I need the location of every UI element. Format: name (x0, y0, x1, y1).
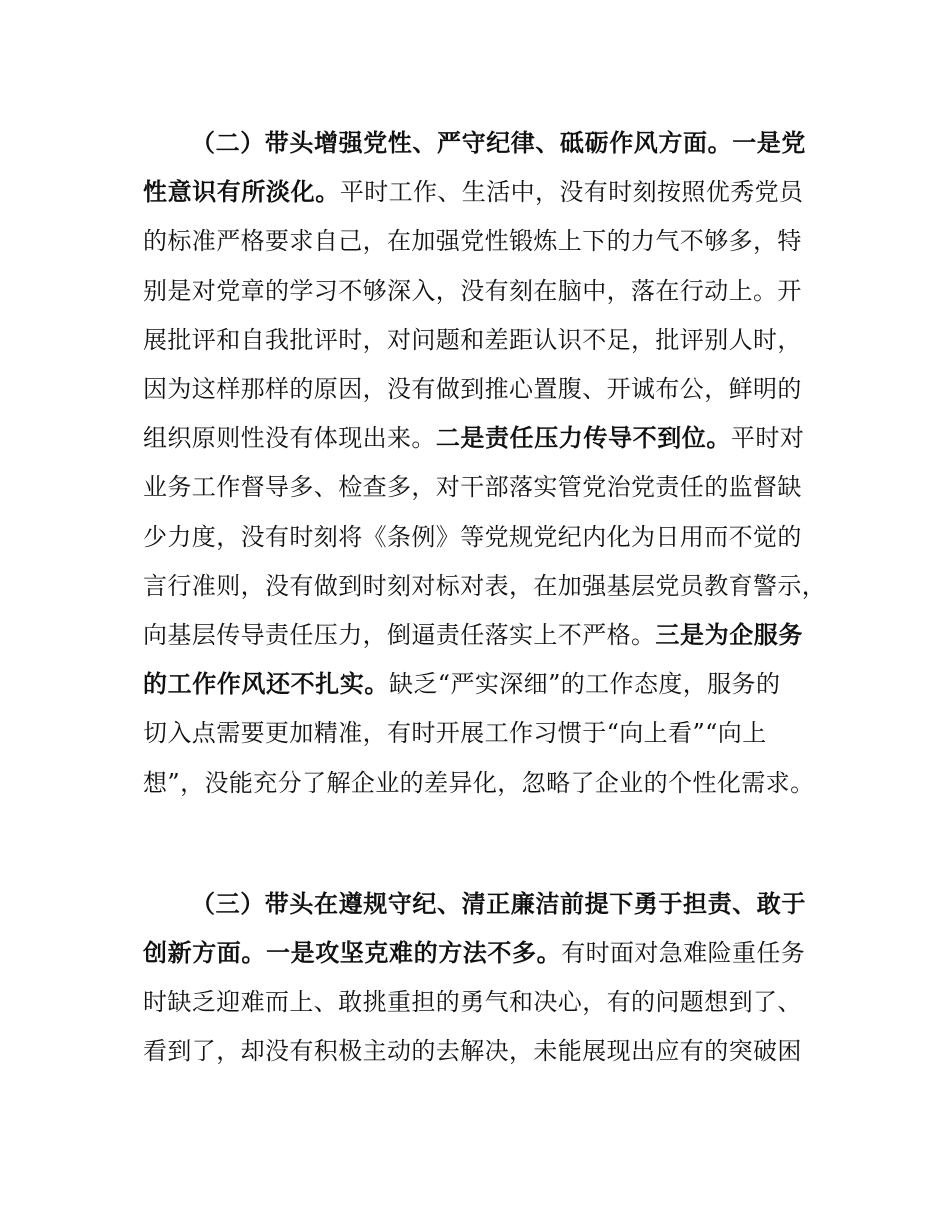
body-text: 切入点需要更加精准，有时开展工作习惯于“向上看”“向上 (143, 719, 767, 748)
text-line (143, 982, 823, 1022)
text-line (143, 467, 823, 507)
body-text: 想”，没能充分了解企业的差异化，忽略了企业的个性化需求。 (143, 768, 815, 797)
text-line (143, 320, 823, 360)
bold-heading-text: 二是责任压力传导不到位。 (435, 424, 732, 453)
text-line (143, 664, 823, 704)
bold-heading-text: 三是为企服务 (655, 621, 804, 649)
body-text: 展批评和自我批评时，对问题和差距认识不足，批评别人时， (143, 325, 802, 354)
body-text: 有时面对急难险重任务 (561, 939, 806, 967)
text-line (143, 517, 823, 557)
text-line (143, 933, 823, 973)
text-line (143, 172, 823, 212)
text-line (143, 713, 823, 753)
text-line (143, 884, 871, 924)
body-text: 平时工作、生活中，没有时刻按照优秀党员 (339, 178, 804, 207)
text-line (143, 271, 823, 311)
text-line (143, 763, 823, 803)
body-text: 别是对党章的学习不够深入，没有刻在脑中，落在行动上。开 (143, 276, 802, 305)
body-text: 言行准则，没有做到时刻对标对表，在加强基层党员教育警示， (143, 571, 827, 600)
body-text: 业务工作督导多、检查多，对干部落实管党治党责任的监督缺 (143, 473, 802, 502)
body-text: 向基层传导责任压力，倒逼责任落实上不严格。 (143, 621, 656, 649)
text-line (143, 615, 823, 655)
body-text: 缺乏“严实深细”的工作态度，服务的 (389, 670, 781, 699)
body-text: 看到了，却没有积极主动的去解决，未能展现出应有的突破困 (143, 1037, 802, 1065)
text-line (143, 123, 871, 163)
text-line (143, 566, 827, 606)
body-text: 少力度，没有时刻将《条例》等党规党纪内化为日用而不觉的 (143, 522, 802, 551)
body-text: 的标准严格要求自己，在加强党性锻炼上下的力气不够多，特 (143, 227, 802, 256)
text-line (143, 418, 823, 458)
body-text: 平时对 (731, 424, 805, 453)
text-line (143, 221, 823, 261)
bold-heading-text: （二）带头增强党性、严守纪律、砥砺作风方面。一是党 (191, 129, 806, 157)
body-text: 因为这样那样的原因，没有做到推心置腹、开诚布公，鲜明的 (143, 375, 802, 403)
body-text: 组织原则性没有体现出来。 (143, 424, 436, 453)
text-line (143, 1031, 823, 1071)
text-line (143, 369, 823, 409)
body-text: 时缺乏迎难而上、敢挑重担的勇气和决心，有的问题想到了、 (143, 988, 802, 1016)
bold-heading-text: （三）带头在遵规守纪、清正廉洁前提下勇于担责、敢于 (191, 890, 806, 918)
bold-heading-text: 的工作作风还不扎实。 (143, 670, 389, 699)
bold-heading-text: 创新方面。一是攻坚克难的方法不多。 (143, 939, 562, 967)
bold-heading-text: 性意识有所淡化。 (143, 178, 340, 207)
